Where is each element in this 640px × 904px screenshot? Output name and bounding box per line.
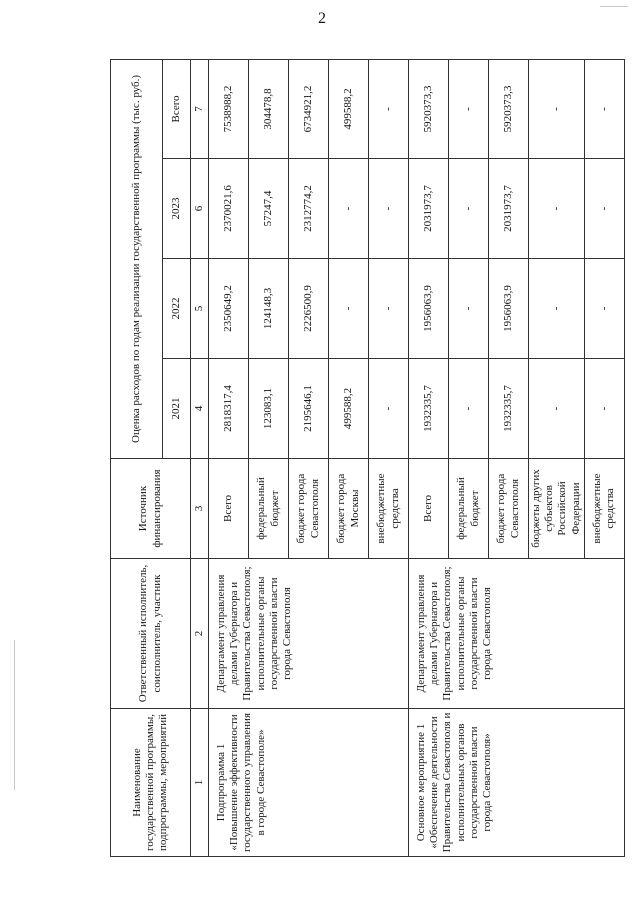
funding-source: бюджет города Севастополя	[489, 459, 529, 559]
program-name: Основное мероприятие 1 «Обеспечение деятельности Правительства Севастополя и исполнительных органов государственной власти города Севастополя»	[409, 709, 625, 857]
value-2021: -	[369, 359, 409, 459]
value-2022: -	[369, 259, 409, 359]
value-total: 7538988,2	[209, 59, 249, 158]
value-2023: 2370021,6	[209, 159, 249, 259]
value-2023: 57247,4	[249, 159, 289, 259]
header-estimate: Оценка расходов по годам реализации государственной программы (тыс. руб.)	[111, 59, 163, 458]
column-number: 2	[191, 559, 209, 709]
funding-source: внебюджетные средства	[584, 459, 624, 559]
table-row	[409, 59, 449, 856]
value-total: 5920373,3	[409, 59, 449, 158]
header-row	[111, 59, 163, 856]
header-year: 2023	[163, 159, 191, 259]
funding-source: федеральный бюджет	[249, 459, 289, 559]
program-executor: Департамент управления делами Губернатора и Правительства Севастополя; исполнительные органы государственной власти города Севастополя	[409, 559, 625, 709]
column-number-row	[191, 59, 209, 856]
column-number: 3	[191, 459, 209, 559]
column-number: 4	[191, 359, 209, 459]
rotated-table-container	[110, 60, 617, 857]
value-2022: 124148,3	[249, 259, 289, 359]
value-2021: 499588,2	[329, 359, 369, 459]
scan-mark-left	[14, 640, 15, 790]
value-2022: -	[449, 259, 489, 359]
header-executor: Ответственный исполнитель, соисполнитель, участник	[111, 559, 191, 709]
header-year: 2022	[163, 259, 191, 359]
value-2023: 2312774,2	[289, 159, 329, 259]
funding-source: Всего	[409, 459, 449, 559]
value-total: -	[449, 59, 489, 158]
value-2023: -	[329, 159, 369, 259]
funding-source: бюджет города Москвы	[329, 459, 369, 559]
value-2022: -	[329, 259, 369, 359]
value-2022: 1956063,9	[409, 259, 449, 359]
value-2023: -	[529, 159, 585, 259]
table-rotator	[110, 60, 617, 857]
value-total: -	[529, 59, 585, 158]
value-2021: 123083,1	[249, 359, 289, 459]
value-2022: -	[584, 259, 624, 359]
column-number: 7	[191, 59, 209, 158]
funding-source: бюджеты других субъектов Российской Федерации	[529, 459, 585, 559]
value-total: -	[584, 59, 624, 158]
value-2023: -	[584, 159, 624, 259]
header-name: Наименование государственной программы, подпрограммы, мероприятий	[111, 709, 191, 857]
value-2022: 2226500,9	[289, 259, 329, 359]
value-2023: 2031973,7	[489, 159, 529, 259]
value-total: 6734921,2	[289, 59, 329, 158]
funding-source: Всего	[209, 459, 249, 559]
value-total: 499588,2	[329, 59, 369, 158]
funding-source: внебюджетные средства	[369, 459, 409, 559]
value-2021: -	[449, 359, 489, 459]
header-total: Всего	[163, 59, 191, 158]
program-executor: Департамент управления делами Губернатора и Правительства Севастополя; исполнительные органы государственной власти города Севастополя	[209, 559, 409, 709]
value-2022: 2350649,2	[209, 259, 249, 359]
value-2022: -	[529, 259, 585, 359]
value-2023: -	[449, 159, 489, 259]
column-number: 1	[191, 709, 209, 857]
value-2022: 1956063,9	[489, 259, 529, 359]
page-number: 2	[318, 10, 326, 27]
value-2021: -	[584, 359, 624, 459]
value-2021: -	[529, 359, 585, 459]
budget-table	[110, 59, 625, 857]
column-number: 5	[191, 259, 209, 359]
value-total: -	[369, 59, 409, 158]
header-year: 2021	[163, 359, 191, 459]
funding-source: федеральный бюджет	[449, 459, 489, 559]
value-total: 5920373,3	[489, 59, 529, 158]
value-2021: 1932335,7	[409, 359, 449, 459]
header-source: Источник финансирования	[111, 459, 191, 559]
value-total: 304478,8	[249, 59, 289, 158]
funding-source: бюджет города Севастополя	[289, 459, 329, 559]
scan-mark-top-right	[600, 6, 628, 7]
table-row	[209, 59, 249, 856]
value-2021: 1932335,7	[489, 359, 529, 459]
value-2021: 2818317,4	[209, 359, 249, 459]
value-2023: -	[369, 159, 409, 259]
value-2023: 2031973,7	[409, 159, 449, 259]
program-name: Подпрограмма 1 «Повышение эффективности государственного управления в городе Севастополе»	[209, 709, 409, 857]
column-number: 6	[191, 159, 209, 259]
value-2021: 2195646,1	[289, 359, 329, 459]
